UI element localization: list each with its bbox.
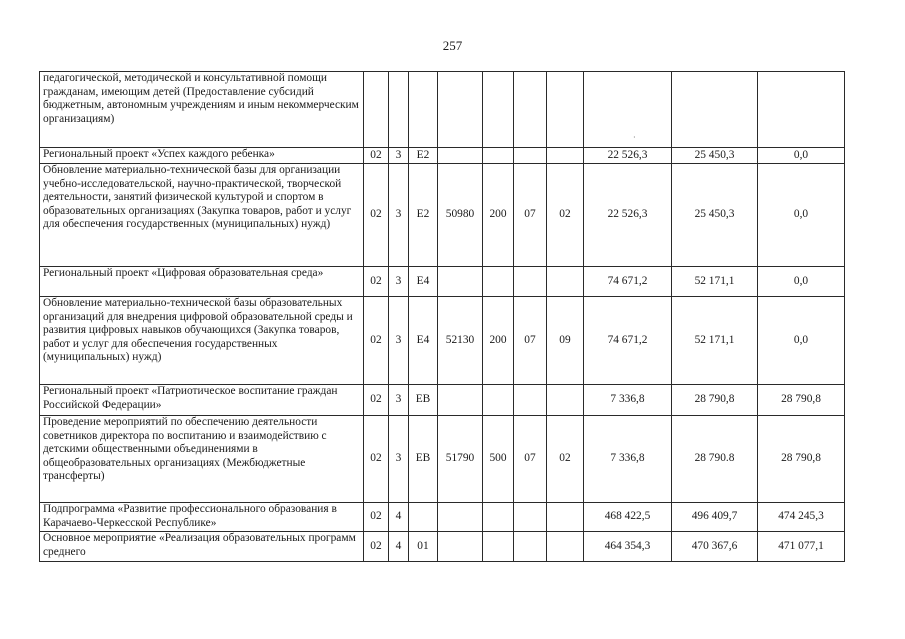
project-code-cell: [409, 72, 438, 148]
subsection-cell: 09: [547, 297, 584, 385]
amount-year1-cell: [584, 72, 672, 148]
direction-code-cell: [438, 503, 483, 532]
amount-year3-cell: 474 245,3: [758, 503, 845, 532]
section-cell: [514, 385, 547, 416]
table-row: [40, 532, 845, 562]
section-cell: 07: [514, 416, 547, 503]
amount-year2-cell: 25 450,3: [672, 164, 758, 267]
table-row: [40, 267, 845, 297]
amount-year2-cell: 28 790,8: [672, 385, 758, 416]
subsection-cell: [547, 532, 584, 562]
section-cell: [514, 148, 547, 164]
amount-year3-cell: [758, 72, 845, 148]
subsection-cell: [547, 267, 584, 297]
amount-year1-cell: 7 336,8: [584, 385, 672, 416]
subprogram-code-cell: 3: [389, 148, 409, 164]
item-name-cell: Проведение мероприятий по обеспечению деятельности советников директора по воспитанию и взаимодействию с детскими общественными объединениями в общеобразовательных организациях (Межбюджетные трансферты): [40, 416, 364, 503]
amount-year1-cell: 22 526,3: [584, 164, 672, 267]
program-code-cell: 02: [364, 148, 389, 164]
section-cell: [514, 503, 547, 532]
amount-year3-cell: 0,0: [758, 297, 845, 385]
project-code-cell: E2: [409, 148, 438, 164]
table-row: [40, 416, 845, 503]
direction-code-cell: [438, 148, 483, 164]
subprogram-code-cell: 3: [389, 297, 409, 385]
table-row: [40, 164, 845, 267]
program-code-cell: 02: [364, 297, 389, 385]
subsection-cell: [547, 148, 584, 164]
expense-type-cell: 200: [483, 164, 514, 267]
amount-year1-cell: 468 422,5: [584, 503, 672, 532]
subprogram-code-cell: 3: [389, 385, 409, 416]
item-name-cell: Обновление материально-технической базы для организации учебно-исследовательской, научно-практической, творческой деятельности, занятий физической культурой и спортом в образовательных организациях (Закупка товаров, работ и услуг для обеспечения государственных (муниципальных) нужд): [40, 164, 364, 267]
expense-type-cell: [483, 532, 514, 562]
expense-type-cell: 500: [483, 416, 514, 503]
item-name-cell: Основное мероприятие «Реализация образовательных программ среднего: [40, 532, 364, 562]
expense-type-cell: [483, 385, 514, 416]
amount-year2-cell: 25 450,3: [672, 148, 758, 164]
expense-type-cell: [483, 503, 514, 532]
program-code-cell: 02: [364, 503, 389, 532]
subprogram-code-cell: [389, 72, 409, 148]
subsection-cell: [547, 503, 584, 532]
amount-year2-cell: 28 790.8: [672, 416, 758, 503]
project-code-cell: E4: [409, 267, 438, 297]
amount-year2-cell: 470 367,6: [672, 532, 758, 562]
project-code-cell: 01: [409, 532, 438, 562]
amount-year2-cell: [672, 72, 758, 148]
amount-year2-cell: 52 171,1: [672, 267, 758, 297]
scan-mark: ·: [633, 133, 636, 142]
expense-type-cell: [483, 72, 514, 148]
program-code-cell: 02: [364, 416, 389, 503]
subsection-cell: 02: [547, 164, 584, 267]
amount-year2-cell: 52 171,1: [672, 297, 758, 385]
project-code-cell: E4: [409, 297, 438, 385]
program-code-cell: 02: [364, 385, 389, 416]
subprogram-code-cell: 4: [389, 503, 409, 532]
item-name-cell: Подпрограмма «Развитие профессионального образования в Карачаево-Черкесской Республике»: [40, 503, 364, 532]
program-code-cell: [364, 72, 389, 148]
program-code-cell: 02: [364, 267, 389, 297]
section-cell: 07: [514, 164, 547, 267]
direction-code-cell: [438, 385, 483, 416]
table-row: [40, 503, 845, 532]
section-cell: 07: [514, 297, 547, 385]
subprogram-code-cell: 3: [389, 416, 409, 503]
subprogram-code-cell: 3: [389, 164, 409, 267]
expense-type-cell: 200: [483, 297, 514, 385]
direction-code-cell: 51790: [438, 416, 483, 503]
expense-type-cell: [483, 148, 514, 164]
budget-table: [39, 71, 845, 562]
project-code-cell: E2: [409, 164, 438, 267]
amount-year3-cell: 28 790,8: [758, 416, 845, 503]
direction-code-cell: [438, 532, 483, 562]
amount-year3-cell: 0,0: [758, 267, 845, 297]
amount-year1-cell: 74 671,2: [584, 267, 672, 297]
amount-year2-cell: 496 409,7: [672, 503, 758, 532]
table-row: [40, 148, 845, 164]
amount-year3-cell: 0,0: [758, 148, 845, 164]
item-name-cell: Обновление материально-технической базы образовательных организаций для внедрения цифровой образовательной среды и развития цифровых навыков обучающихся (Закупка товаров, работ и услуг для обеспечения государственных (муниципальных) нужд): [40, 297, 364, 385]
section-cell: [514, 532, 547, 562]
program-code-cell: 02: [364, 164, 389, 267]
subsection-cell: [547, 72, 584, 148]
item-name-cell: Региональный проект «Цифровая образовательная среда»: [40, 267, 364, 297]
budget-table-body: [40, 72, 845, 562]
project-code-cell: EB: [409, 416, 438, 503]
page-number: 257: [442, 38, 463, 53]
item-name-cell: Региональный проект «Успех каждого ребенка»: [40, 148, 364, 164]
expense-type-cell: [483, 267, 514, 297]
section-cell: [514, 267, 547, 297]
amount-year3-cell: 471 077,1: [758, 532, 845, 562]
direction-code-cell: 52130: [438, 297, 483, 385]
amount-year3-cell: 0,0: [758, 164, 845, 267]
subprogram-code-cell: 4: [389, 532, 409, 562]
subprogram-code-cell: 3: [389, 267, 409, 297]
amount-year1-cell: 464 354,3: [584, 532, 672, 562]
table-row: [40, 72, 845, 148]
subsection-cell: [547, 385, 584, 416]
direction-code-cell: 50980: [438, 164, 483, 267]
amount-year1-cell: 22 526,3: [584, 148, 672, 164]
amount-year1-cell: 7 336,8: [584, 416, 672, 503]
direction-code-cell: [438, 267, 483, 297]
direction-code-cell: [438, 72, 483, 148]
table-row: [40, 297, 845, 385]
subsection-cell: 02: [547, 416, 584, 503]
item-name-cell: Региональный проект «Патриотическое воспитание граждан Российской Федерации»: [40, 385, 364, 416]
project-code-cell: [409, 503, 438, 532]
amount-year1-cell: 74 671,2: [584, 297, 672, 385]
table-row: [40, 385, 845, 416]
amount-year3-cell: 28 790,8: [758, 385, 845, 416]
item-name-cell: педагогической, методической и консультативной помощи гражданам, имеющим детей (Предоставление субсидий бюджетным, автономным учреждениям и иным некоммерческим организациям): [40, 72, 364, 148]
section-cell: [514, 72, 547, 148]
project-code-cell: EB: [409, 385, 438, 416]
program-code-cell: 02: [364, 532, 389, 562]
